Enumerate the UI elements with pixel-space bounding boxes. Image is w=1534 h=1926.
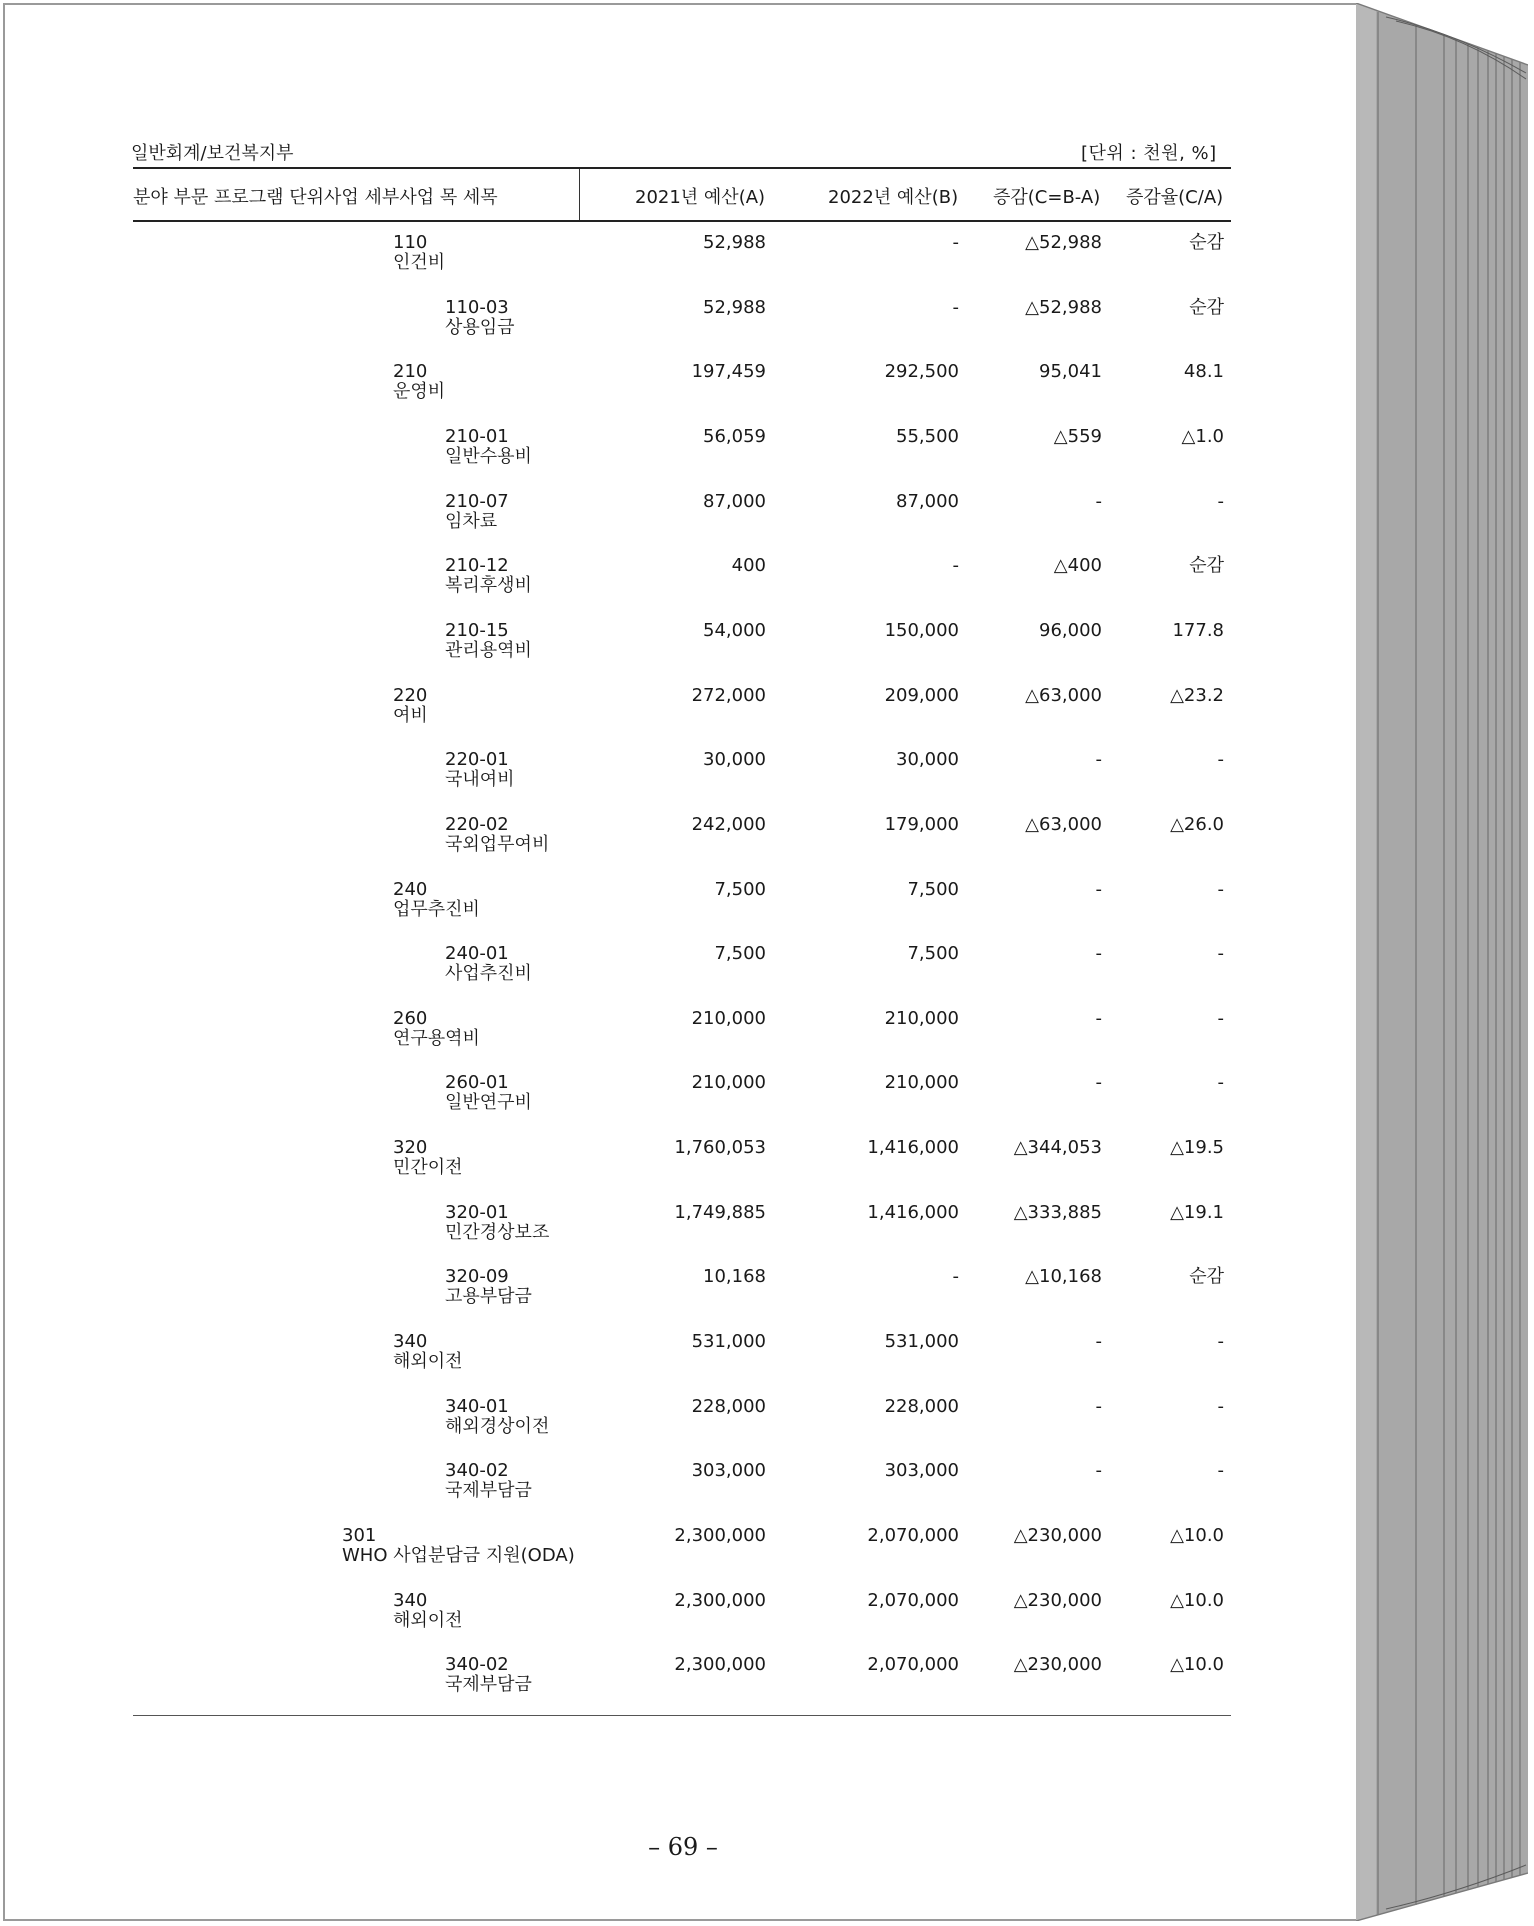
row-code: 210-07: [445, 490, 509, 512]
row-code: 340-02: [445, 1460, 509, 1482]
budget-2021-cell: 400: [731, 555, 766, 577]
row-label: [445, 1203, 549, 1243]
budget-2022-cell: 87,000: [896, 490, 959, 512]
change-rate-cell: -: [1217, 1072, 1224, 1094]
table-row: [5, 427, 1534, 487]
row-name: WHO 사업분담금 지원(ODA): [342, 1545, 575, 1566]
budget-2021-cell: 197,459: [691, 361, 766, 383]
table-row: [5, 1591, 1534, 1651]
table-row: [5, 298, 1534, 358]
table-row: [5, 1655, 1534, 1715]
budget-2022-cell: 210,000: [884, 1007, 959, 1029]
row-code: 210-12: [445, 555, 509, 577]
row-name: 민간이전: [393, 1157, 463, 1179]
row-label: [393, 362, 445, 402]
budget-2022-cell: -: [952, 296, 959, 318]
row-name: 해외이전: [393, 1609, 463, 1631]
row-code: 340: [393, 1589, 428, 1611]
row-label: [393, 880, 480, 920]
change-rate-cell: △1.0: [1181, 425, 1224, 447]
change-rate-cell: -: [1217, 943, 1224, 965]
change-cell: -: [1095, 1072, 1102, 1094]
budget-2021-cell: 52,988: [703, 296, 766, 318]
row-label: [445, 1397, 549, 1437]
budget-2022-cell: 2,070,000: [867, 1589, 959, 1611]
table-row: [5, 686, 1534, 746]
row-code: 340-02: [445, 1654, 509, 1676]
change-cell: -: [1095, 749, 1102, 771]
table-row: [5, 1138, 1534, 1198]
change-cell: -: [1095, 943, 1102, 965]
table-row: [5, 1009, 1534, 1069]
row-label: [445, 1073, 532, 1113]
change-cell: △230,000: [1013, 1654, 1102, 1676]
row-code: 210-01: [445, 425, 509, 447]
change-cell: △52,988: [1025, 232, 1102, 253]
table-row: [5, 1332, 1534, 1392]
change-rate-cell: -: [1217, 490, 1224, 512]
table-row: [5, 1526, 1534, 1586]
row-name: 국내여비: [445, 769, 515, 791]
row-label: [445, 427, 532, 467]
budget-2021-cell: 30,000: [703, 749, 766, 771]
budget-2022-cell: 531,000: [884, 1331, 959, 1353]
table-row: [5, 1073, 1534, 1133]
change-rate-cell: 177.8: [1172, 619, 1224, 641]
row-code: 110-03: [445, 296, 509, 318]
change-rate-cell: -: [1217, 749, 1224, 771]
row-code: 320: [393, 1137, 428, 1159]
change-rate-cell: △10.0: [1170, 1654, 1224, 1676]
row-code: 110: [393, 232, 428, 253]
row-code: 320-09: [445, 1266, 509, 1288]
col-header-change: 증감(C=B-A): [993, 187, 1101, 208]
budget-2022-cell: 2,070,000: [867, 1654, 959, 1676]
row-label: [445, 1461, 532, 1501]
header-column-divider: [579, 169, 580, 220]
row-label: [393, 1332, 463, 1372]
budget-2022-cell: 303,000: [884, 1460, 959, 1482]
table-row: [5, 492, 1534, 552]
row-label: [393, 1591, 463, 1631]
budget-2021-cell: 2,300,000: [674, 1589, 766, 1611]
budget-2021-cell: 303,000: [691, 1460, 766, 1482]
table-header-rule: [133, 220, 1231, 222]
change-rate-cell: 48.1: [1183, 361, 1224, 383]
budget-2021-cell: 54,000: [703, 619, 766, 641]
budget-2022-cell: 55,500: [896, 425, 959, 447]
change-cell: △230,000: [1013, 1525, 1102, 1546]
row-name: 해외이전: [393, 1351, 463, 1373]
account-ministry-label: 일반회계/보건복지부: [131, 143, 294, 164]
budget-2022-cell: 2,070,000: [867, 1525, 959, 1546]
book-page-edges: [1356, 3, 1528, 1921]
change-rate-cell: 순감: [1189, 296, 1224, 318]
document-page: [3, 3, 1358, 1921]
row-label: [445, 492, 509, 532]
budget-2022-cell: -: [952, 555, 959, 577]
budget-2021-cell: 1,760,053: [674, 1137, 766, 1159]
row-name: 인건비: [393, 252, 446, 273]
change-cell: △63,000: [1025, 684, 1102, 706]
budget-2022-cell: 1,416,000: [867, 1137, 959, 1159]
change-cell: -: [1095, 878, 1102, 900]
row-label: [445, 815, 549, 855]
budget-2021-cell: 7,500: [714, 943, 766, 965]
row-label: [393, 686, 428, 726]
budget-2021-cell: 10,168: [703, 1266, 766, 1288]
change-cell: -: [1095, 1007, 1102, 1029]
row-code: 320-01: [445, 1201, 509, 1223]
budget-2021-cell: 272,000: [691, 684, 766, 706]
change-cell: 96,000: [1039, 619, 1102, 641]
budget-2022-cell: 150,000: [884, 619, 959, 641]
table-row: [5, 880, 1534, 940]
col-header-2021: 2021년 예산(A): [635, 187, 766, 208]
budget-2021-cell: 210,000: [691, 1007, 766, 1029]
row-label: [445, 298, 515, 338]
change-cell: △230,000: [1013, 1589, 1102, 1611]
table-row: [5, 1267, 1534, 1327]
col-header-hierarchy: 분야 부문 프로그램 단위사업 세부사업 목 세목: [133, 187, 498, 208]
row-name: 국제부담금: [445, 1480, 532, 1502]
row-label: [445, 1655, 532, 1695]
row-name: 국외업무여비: [445, 833, 550, 855]
row-name: 해외경상이전: [445, 1415, 550, 1437]
budget-2022-cell: 7,500: [907, 943, 959, 965]
budget-2022-cell: 228,000: [884, 1395, 959, 1417]
change-cell: △10,168: [1025, 1266, 1102, 1288]
budget-2021-cell: 242,000: [691, 813, 766, 835]
budget-2022-cell: -: [952, 1266, 959, 1288]
unit-label: [단위 : 천원, %]: [1081, 143, 1217, 164]
budget-2021-cell: 2,300,000: [674, 1525, 766, 1546]
row-code: 220-02: [445, 813, 509, 835]
change-rate-cell: △19.5: [1170, 1137, 1224, 1159]
change-cell: -: [1095, 490, 1102, 512]
row-name: 고용부담금: [445, 1286, 532, 1308]
row-name: 복리후생비: [445, 575, 532, 597]
row-code: 240: [393, 878, 428, 900]
row-label: [445, 621, 532, 661]
table-row: [5, 621, 1534, 681]
change-cell: -: [1095, 1395, 1102, 1417]
table-row: [5, 944, 1534, 1004]
table-top-rule: [133, 167, 1231, 169]
change-cell: -: [1095, 1331, 1102, 1353]
change-rate-cell: 순감: [1189, 1266, 1224, 1288]
table-bottom-rule: [133, 1715, 1231, 1716]
budget-2022-cell: 179,000: [884, 813, 959, 835]
change-rate-cell: -: [1217, 1395, 1224, 1417]
row-label: [445, 750, 515, 790]
row-name: 민간경상보조: [445, 1221, 550, 1243]
table-row: [5, 1461, 1534, 1521]
budget-2021-cell: 52,988: [703, 232, 766, 253]
budget-2022-cell: 7,500: [907, 878, 959, 900]
table-row: [5, 1397, 1534, 1457]
row-name: 일반수용비: [445, 445, 532, 467]
change-rate-cell: -: [1217, 1460, 1224, 1482]
budget-2021-cell: 228,000: [691, 1395, 766, 1417]
table-row: [5, 750, 1534, 810]
row-code: 340: [393, 1331, 428, 1353]
row-name: 여비: [393, 704, 428, 726]
row-code: 220-01: [445, 749, 509, 771]
budget-2021-cell: 56,059: [703, 425, 766, 447]
row-name: 국제부담금: [445, 1674, 532, 1696]
table-row: [5, 815, 1534, 875]
change-rate-cell: -: [1217, 878, 1224, 900]
budget-2021-cell: 7,500: [714, 878, 766, 900]
page-number: – 69 –: [648, 1833, 718, 1861]
row-label: [342, 1526, 575, 1566]
change-cell: △344,053: [1013, 1137, 1102, 1159]
change-cell: △559: [1053, 425, 1102, 447]
table-row: [5, 362, 1534, 422]
change-rate-cell: 순감: [1189, 555, 1224, 577]
budget-2022-cell: 292,500: [884, 361, 959, 383]
change-cell: △400: [1053, 555, 1102, 577]
table-row: [5, 233, 1534, 293]
row-code: 240-01: [445, 943, 509, 965]
change-cell: △52,988: [1025, 296, 1102, 318]
row-name: 임차료: [445, 510, 498, 532]
change-rate-cell: △19.1: [1170, 1201, 1224, 1223]
change-rate-cell: △10.0: [1170, 1525, 1224, 1546]
row-name: 상용임금: [445, 316, 515, 338]
budget-2021-cell: 87,000: [703, 490, 766, 512]
row-label: [393, 1009, 480, 1049]
budget-2021-cell: 531,000: [691, 1331, 766, 1353]
budget-2022-cell: 210,000: [884, 1072, 959, 1094]
change-cell: 95,041: [1039, 361, 1102, 383]
change-rate-cell: -: [1217, 1331, 1224, 1353]
change-cell: △63,000: [1025, 813, 1102, 835]
row-label: [393, 233, 445, 273]
col-header-2022: 2022년 예산(B): [828, 187, 959, 208]
table-row: [5, 556, 1534, 616]
row-code: 210: [393, 361, 428, 383]
row-label: [445, 944, 532, 984]
budget-2022-cell: 209,000: [884, 684, 959, 706]
row-name: 관리용역비: [445, 639, 532, 661]
change-rate-cell: △10.0: [1170, 1589, 1224, 1611]
col-header-change-rate: 증감율(C/A): [1126, 187, 1224, 208]
row-label: [445, 556, 532, 596]
row-name: 운영비: [393, 381, 446, 403]
budget-2022-cell: -: [952, 232, 959, 253]
change-rate-cell: △23.2: [1170, 684, 1224, 706]
row-code: 260-01: [445, 1072, 509, 1094]
change-rate-cell: -: [1217, 1007, 1224, 1029]
row-label: [445, 1267, 532, 1307]
row-code: 220: [393, 684, 428, 706]
budget-2022-cell: 30,000: [896, 749, 959, 771]
change-cell: -: [1095, 1460, 1102, 1482]
budget-2021-cell: 210,000: [691, 1072, 766, 1094]
row-name: 연구용역비: [393, 1027, 480, 1049]
budget-2021-cell: 1,749,885: [674, 1201, 766, 1223]
budget-2021-cell: 2,300,000: [674, 1654, 766, 1676]
row-code: 301: [342, 1525, 377, 1546]
row-code: 210-15: [445, 619, 509, 641]
change-cell: △333,885: [1013, 1201, 1102, 1223]
change-rate-cell: △26.0: [1170, 813, 1224, 835]
row-name: 사업추진비: [445, 963, 532, 985]
row-name: 업무추진비: [393, 898, 480, 920]
change-rate-cell: 순감: [1189, 232, 1224, 253]
row-code: 260: [393, 1007, 428, 1029]
row-label: [393, 1138, 463, 1178]
table-row: [5, 1203, 1534, 1263]
row-name: 일반연구비: [445, 1092, 532, 1114]
row-code: 340-01: [445, 1395, 509, 1417]
budget-2022-cell: 1,416,000: [867, 1201, 959, 1223]
